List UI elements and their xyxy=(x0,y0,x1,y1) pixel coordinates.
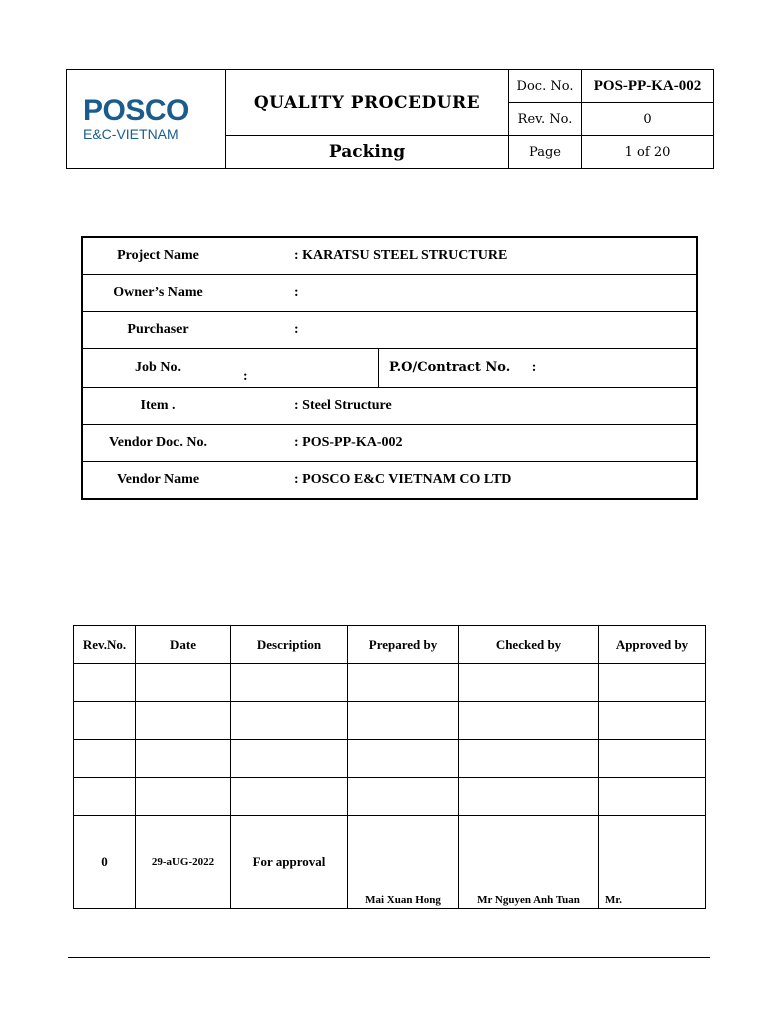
description-cell: For approval xyxy=(231,816,348,909)
item-label: Item . xyxy=(82,388,233,425)
col-header-approved-by: Approved by xyxy=(599,626,706,664)
table-row xyxy=(74,740,706,778)
purchaser-value: : xyxy=(233,312,697,349)
owner-value: : xyxy=(233,275,697,312)
info-row-purchaser xyxy=(82,312,697,349)
company-logo xyxy=(67,70,226,169)
project-name-label: Project Name xyxy=(82,237,233,275)
table-row xyxy=(74,664,706,702)
info-row-project-name xyxy=(82,237,697,275)
logo-subtitle: E&C-VIETNAM xyxy=(83,125,179,142)
po-contract-label: P.O/Contract No. xyxy=(389,360,511,375)
vendor-name-label: Vendor Name xyxy=(116,472,200,487)
po-contract-cell xyxy=(379,349,698,388)
table-header-row xyxy=(74,626,706,664)
table-row xyxy=(74,702,706,740)
job-no-label: Job No. xyxy=(82,349,233,388)
info-row-item xyxy=(82,388,697,425)
vendor-doc-label: Vendor Doc. No. xyxy=(82,425,233,462)
rev-no-value: 0 xyxy=(582,103,714,136)
footer-divider xyxy=(68,957,710,958)
col-header-description: Description xyxy=(231,626,348,664)
project-info-table xyxy=(81,236,698,500)
info-row-owner xyxy=(82,275,697,312)
info-row-vendor-doc xyxy=(82,425,697,462)
page-label: Page xyxy=(509,136,582,169)
po-contract-value: : xyxy=(531,360,537,375)
col-header-rev-no: Rev.No. xyxy=(74,626,136,664)
date-cell: 29-aUG-2022 xyxy=(136,816,231,909)
logo-wordmark: POSCO xyxy=(83,93,189,127)
item-value: : Steel Structure xyxy=(233,388,697,425)
rev-no-cell: 0 xyxy=(74,816,136,909)
info-row-job-po xyxy=(82,349,697,388)
info-row-vendor-name xyxy=(82,462,697,500)
col-header-checked-by: Checked by xyxy=(459,626,599,664)
owner-label: Owner’s Name xyxy=(82,275,233,312)
rev-no-label: Rev. No. xyxy=(509,103,582,136)
job-no-value: : xyxy=(233,349,379,388)
table-row xyxy=(74,778,706,816)
vendor-doc-value: : POS-PP-KA-002 xyxy=(233,425,697,462)
prepared-by-cell: Mai Xuan Hong xyxy=(348,816,459,909)
doc-no-label: Doc. No. xyxy=(509,70,582,103)
revision-history-table xyxy=(73,625,706,909)
document-header xyxy=(66,69,714,169)
col-header-date: Date xyxy=(136,626,231,664)
document-title: QUALITY PROCEDURE xyxy=(226,70,509,136)
approved-by-cell: Mr. xyxy=(599,816,706,909)
page-value: 1 of 20 xyxy=(582,136,714,169)
checked-by-cell: Mr Nguyen Anh Tuan xyxy=(459,816,599,909)
vendor-name-value: : POSCO E&C VIETNAM CO LTD xyxy=(294,472,512,487)
doc-no-value: POS-PP-KA-002 xyxy=(582,70,714,103)
purchaser-label: Purchaser xyxy=(82,312,233,349)
table-row xyxy=(74,816,706,909)
project-name-value: : KARATSU STEEL STRUCTURE xyxy=(233,237,697,275)
document-subtitle: Packing xyxy=(226,136,509,169)
col-header-prepared-by: Prepared by xyxy=(348,626,459,664)
